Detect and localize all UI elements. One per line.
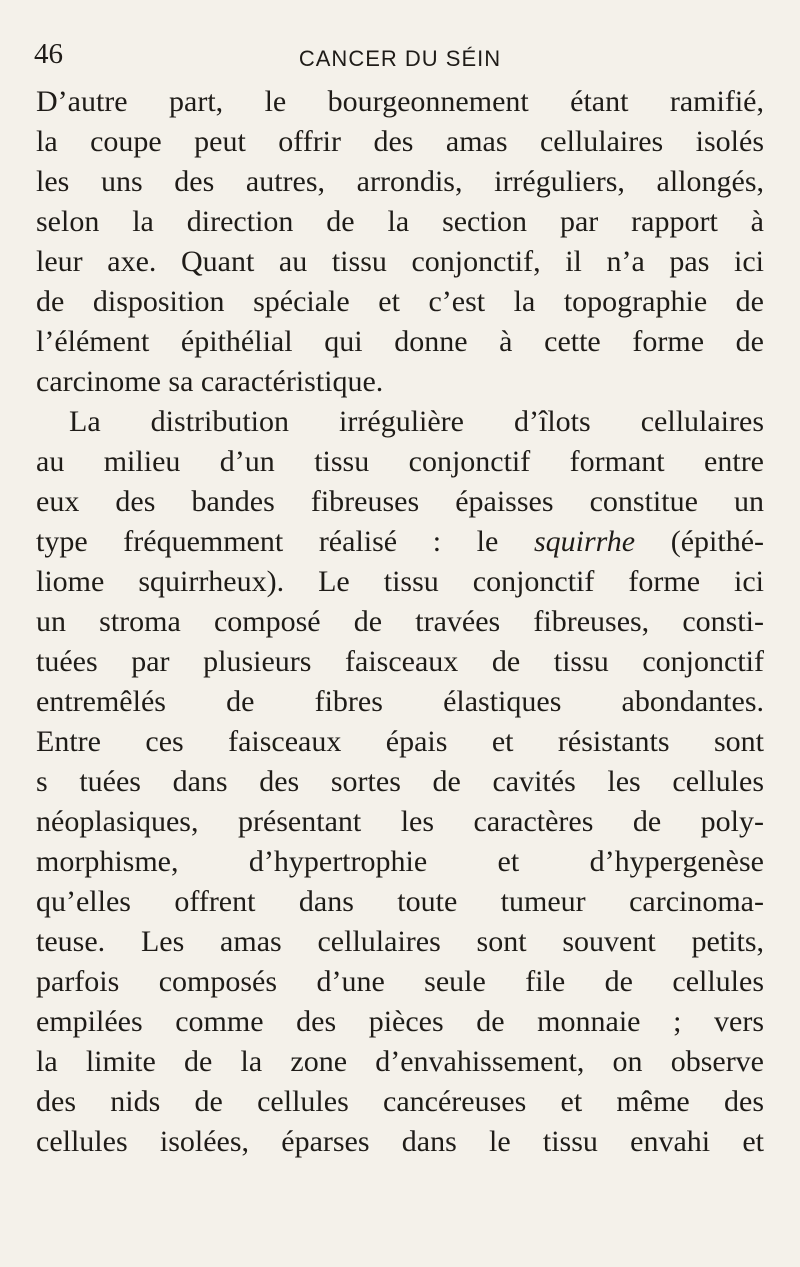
text-line-with-italic [36,522,764,562]
text-line: empilées comme des pièces de monnaie ; vers [36,1005,764,1038]
text-line: les uns des autres, arrondis, irréguliers, allongés, [36,165,764,198]
text-segment: (épithé- [635,525,764,558]
page-number: 46 [34,38,63,70]
text-line: entremêlés de fibres élastiques abondantes. [36,685,764,718]
text-line: s tuées dans des sortes de cavités les cellules [36,765,764,798]
text-line: selon la direction de la section par rapport à [36,205,764,238]
text-line: néoplasiques, présentant les caractères de poly- [36,805,764,838]
text-line: au milieu d’un tissu conjonctif formant entre [36,445,764,478]
text-line: Entre ces faisceaux épais et résistants sont [36,725,764,758]
text-line: un stroma composé de travées fibreuses, consti- [36,605,764,638]
text-line: teuse. Les amas cellulaires sont souvent petits, [36,925,764,958]
text-line: de disposition spéciale et c’est la topographie de [36,285,764,318]
body-text [36,82,764,1162]
text-line: liome squirrheux). Le tissu conjonctif forme ici [36,565,764,598]
text-line: des nids de cellules cancéreuses et même des [36,1085,764,1118]
text-line: qu’elles offrent dans toute tumeur carcinoma- [36,885,764,918]
text-line: La distribution irrégulière d’îlots cellulaires [69,405,764,438]
running-head: CANCER DU SÉIN [298,46,502,71]
text-line: la limite de la zone d’envahissement, on observe [36,1045,764,1078]
text-line: parfois composés d’une seule file de cellules [36,965,764,998]
italic-term: squirrhe [533,525,636,558]
text-line: l’élément épithélial qui donne à cette forme de [36,325,764,358]
text-segment: type fréquemment réalisé : le [36,525,534,558]
page-header [0,38,800,78]
text-line: leur axe. Quant au tissu conjonctif, il n’a pas ici [36,245,764,278]
text-line: cellules isolées, éparses dans le tissu envahi et [36,1125,764,1158]
text-line: la coupe peut offrir des amas cellulaires isolés [36,125,764,158]
text-line: eux des bandes fibreuses épaisses constitue un [36,485,764,518]
text-line: morphisme, d’hypertrophie et d’hypergenèse [36,845,764,878]
text-line: D’autre part, le bourgeonnement étant ramifié, [36,85,764,118]
text-line: carcinome sa caractéristique. [36,365,384,398]
text-line: tuées par plusieurs faisceaux de tissu conjonctif [36,645,764,678]
